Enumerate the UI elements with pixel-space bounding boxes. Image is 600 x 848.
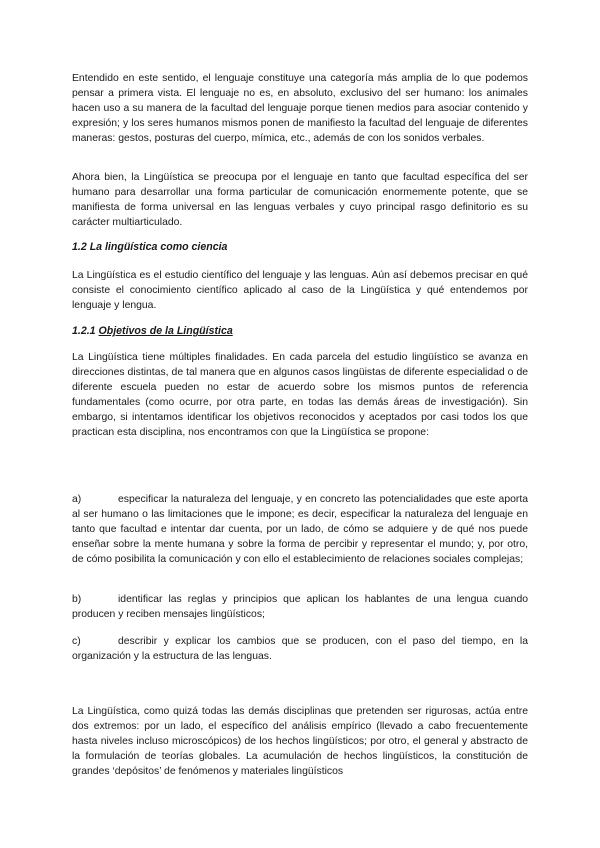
list-item-text: especificar la naturaleza del lenguaje, y en concreto las potencialidades que este aporta al ser humano o las limitaciones que le impone; es decir, especificar la naturaleza del lenguaje en tanto que facultad e intentar dar cuenta, por un lado, de cómo se adquiere y de qué nos puede enseñar sobre la mente humana y sobre la forma de percibir y representar el mundo; y, por otro, de cómo posibilita la comunicación y con ello el establecimiento de relaciones sociales complejas;: [72, 494, 528, 565]
paragraph-multiple-purposes: La Lingüística tiene múltiples finalidades. En cada parcela del estudio lingüístico se avanza en direcciones distintas, de tal manera que en algunos casos lingüistas de diferente especialidad o de diferente escuela pueden no estar de acuerdo sobre los mismos puntos de referencia fundamentales (como ocurre, por otra parte, en todas las demás áreas de investigación). Sin embargo, si intentamos identificar los objetivos reconocidos y aceptados por casi todos los que practican esta disciplina, nos encontramos con que la Lingüística se propone:: [72, 352, 528, 438]
list-item: [72, 592, 528, 622]
heading-linguistics-as-science: [72, 240, 528, 255]
heading-number: 1.2: [72, 241, 87, 253]
list-item-label: c): [72, 636, 81, 647]
list-item-text: identificar las reglas y principios que aplican los hablantes de una lengua cuando producen y reciben mensajes lingüísticos;: [72, 594, 528, 620]
heading-number: 1.2.1: [72, 325, 96, 337]
heading-text: Objetivos de la Lingüística: [98, 325, 233, 337]
paragraph-two-extremes: La Lingüística, como quizá todas las demás disciplinas que pretenden ser rigurosas, actúa entre dos extremos: por un lado, el específico del análisis empírico (llevado a cabo frecuentemente hasta niveles incluso microscópicos) de los hechos lingüísticos; por otro, el general y abstracto de la formulación de teorías globales. La acumulación de hechos lingüísticos, la constitución de grandes ‘depósitos’ de fenómenos y materiales lingüísticos: [72, 706, 528, 777]
heading-objectives: [72, 324, 528, 339]
list-item: [72, 634, 528, 664]
list-item-text: describir y explicar los cambios que se producen, con el paso del tiempo, en la organización y la estructura de las lenguas.: [72, 636, 528, 662]
paragraph-linguistics-focus: Ahora bien, la Lingüística se preocupa por el lenguaje en tanto que facultad específica del ser humano para desarrollar una forma particular de comunicación enormemente potente, que se manifiesta de forma universal en las lenguas verbales y cuyo principal rasgo definitorio es su carácter multiarticulado.: [72, 172, 528, 228]
list-item: [72, 492, 528, 567]
paragraph-language-category: Entendido en este sentido, el lenguaje constituye una categoría más amplia de lo que podemos pensar a primera vista. El lenguaje no es, en absoluto, exclusivo del ser humano: los animales hacen uso a su manera de la facultad del lenguaje porque tienen medios para asociar contenido y expresión; y los seres humanos mismos ponen de manifiesto la facultad del lenguaje de diferentes maneras: gestos, posturas del cuerpo, mímica, etc., además de con los sonidos verbales.: [72, 73, 528, 144]
list-item-label: b): [72, 594, 82, 605]
list-item-label: a): [72, 494, 82, 505]
paragraph-scientific-study: La Lingüística es el estudio científico del lenguaje y las lenguas. Aún así debemos precisar en qué consiste el conocimiento científico aplicado al caso de la Lingüística y qué entendemos por lenguaje y lengua.: [72, 270, 528, 311]
heading-text: La lingüística como ciencia: [89, 241, 228, 253]
